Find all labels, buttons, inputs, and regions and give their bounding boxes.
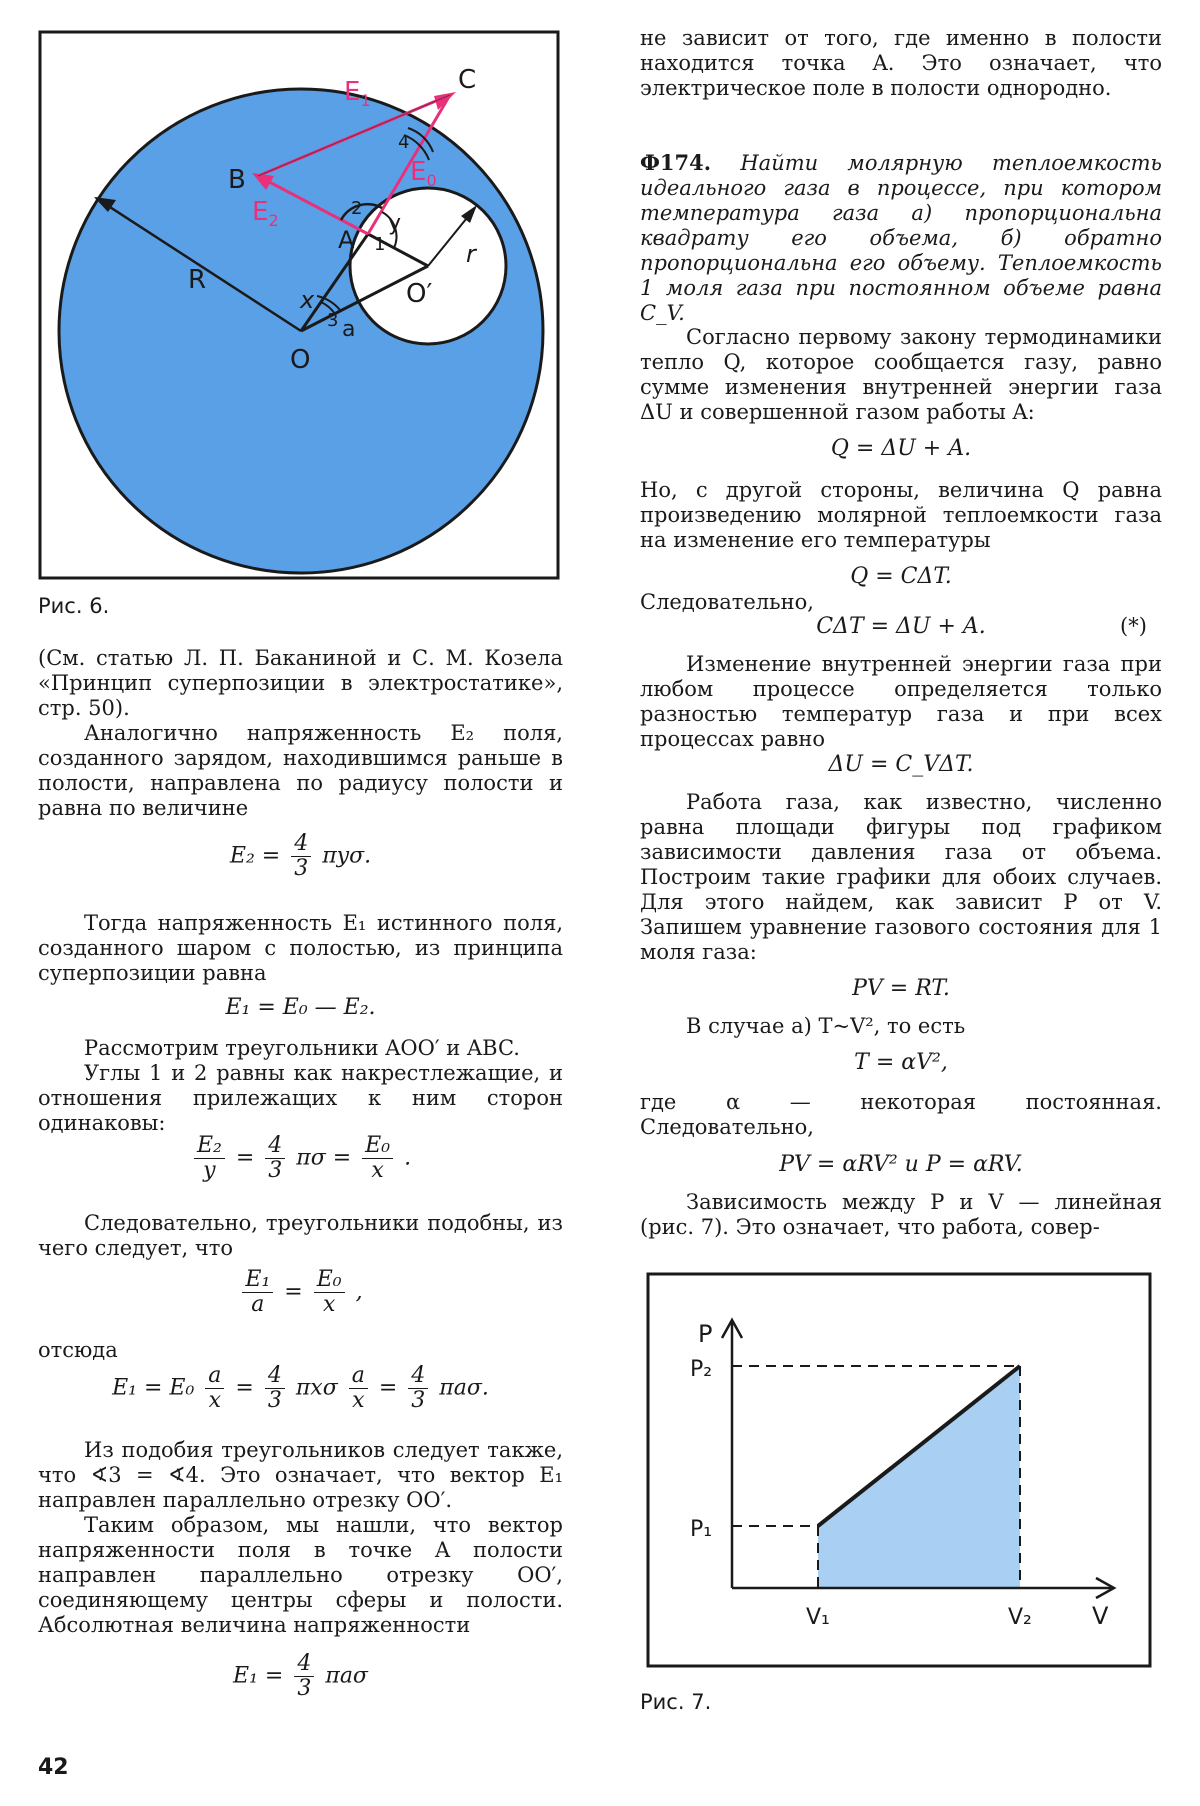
label-angle-2: 2 [351, 198, 363, 219]
left-p3: Тогда напряженность E₁ истинного поля, созданного шаром с полостью, из принципа суперпозиции равна [38, 911, 563, 985]
eq4-n2: E₀ [314, 1268, 345, 1293]
axis-label-P: P [698, 1320, 713, 1348]
eq3-d2: 3 [268, 1158, 283, 1183]
eq1-den: 3 [294, 856, 309, 881]
left-eq1 [38, 832, 563, 881]
right-p9: Зависимость между P и V — линейная (рис. 7). Это означает, что работа, совер- [640, 1190, 1162, 1239]
label-r: r [466, 240, 476, 268]
left-p6: Следовательно, треугольники подобны, из чего следует, что [38, 1211, 563, 1260]
right-p2: Согласно первому закону термодинамики тепло Q, которое сообщается газу, равно сумме изменения внутренней энергии газа ΔU и совершенной газом работы A: [640, 325, 1162, 424]
label-angle-4: 4 [398, 132, 410, 153]
right-p6: Работа газа, как известно, численно равна площади фигуры под графиком зависимости давления газа от объема. Построим такие графики для обоих случаев. Для этого найдем, как зависит P от V. Запишем уравнение газового состояния для 1 моля газа: [640, 790, 1162, 964]
label-angle-3: 3 [327, 310, 339, 331]
fig7-caption: Рис. 7. [640, 1690, 712, 1714]
eq3-d1: y [203, 1158, 216, 1183]
right-p3: Но, с другой стороны, величина Q равна произведению молярной теплоемкости газа на изменение его температуры [640, 478, 1162, 552]
eq4-frac1 [242, 1268, 273, 1317]
label-E1: $E_1$ [344, 77, 371, 110]
label-B: B [228, 165, 246, 195]
label-R: R [188, 265, 207, 295]
eq1-num: 4 [291, 832, 311, 857]
right-eq4: ΔU = C_VΔT. [828, 752, 974, 777]
eq5-n2: 4 [265, 1364, 285, 1389]
left-p8: Из подобия треугольников следует также, что ∢3 = ∢4. Это означает, что вектор E₁ направлен параллельно отрезку OO′. [38, 1438, 563, 1512]
label-y: y [388, 211, 402, 236]
eq4-n1: E₁ [242, 1268, 273, 1293]
problem-174 [640, 150, 1162, 326]
eq6-den: 3 [297, 1676, 312, 1701]
fig6-caption: Рис. 6. [38, 594, 110, 618]
eq5-a: E₁ = E₀ [112, 1375, 195, 1401]
eq5-d2: 3 [267, 1388, 282, 1413]
right-p8: где α — некоторая постоянная. Следовательно, [640, 1090, 1162, 1139]
eq5-d3: x [352, 1388, 365, 1413]
eq1-lhs: E₂ = [229, 843, 281, 869]
eq5-d: = [378, 1375, 398, 1401]
right-eq3-tag: (*) [1120, 614, 1147, 638]
problem-number: Ф174. [640, 150, 712, 175]
eq5-frac1 [205, 1364, 224, 1413]
eq3-n1: E₂ [194, 1134, 225, 1159]
eq5-frac4 [408, 1364, 428, 1413]
eq3-n3: E₀ [362, 1134, 393, 1159]
right-p1: не зависит от того, где именно в полости находится точка A. Это означает, что электрическое поле в полости однородно. [640, 26, 1162, 100]
label-E0: $E_0$ [410, 157, 437, 190]
eq5-n3: a [349, 1364, 368, 1389]
right-eq1: Q = ΔU + A. [830, 436, 972, 461]
left-p5: Углы 1 и 2 равны как накрестлежащие, и отношения прилежащих к ним сторон одинаковы: [38, 1061, 563, 1135]
label-x: x [300, 286, 315, 314]
eq5-n1: a [205, 1364, 224, 1389]
figure-7 [646, 1272, 1154, 1670]
eq3-d3: x [371, 1158, 384, 1183]
label-C: C [458, 65, 477, 95]
eq3-frac2 [265, 1134, 285, 1183]
right-eq3: CΔT = ΔU + A. [816, 614, 986, 639]
left-p1: (См. статью Л. П. Баканиной и С. М. Козела «Принцип суперпозиции в электростатике», стр. 50). [38, 646, 563, 720]
eq6-num: 4 [294, 1652, 314, 1677]
eq4-d1: a [251, 1292, 265, 1317]
label-A: A [338, 226, 355, 254]
left-p2: Аналогично напряженность E₂ поля, созданного зарядом, находившимся раньше в полости, направлена по радиусу полости и равна по величине [38, 721, 563, 820]
eq4-frac2 [314, 1268, 345, 1317]
tick-label-V2: V₂ [1008, 1605, 1032, 1630]
left-eq6 [38, 1652, 563, 1701]
left-eq2: E₁ = E₀ — E₂. [225, 995, 376, 1020]
eq5-frac3 [349, 1364, 368, 1413]
tick-label-P1: P₁ [690, 1517, 713, 1542]
page-number: 42 [38, 1755, 69, 1780]
right-eq5: PV = RT. [852, 976, 950, 1001]
right-p5: Изменение внутренней энергии газа при любом процессе определяется только разностью температур газа и при всех процессах равно [640, 652, 1162, 751]
label-O-prime: O′ [406, 279, 433, 309]
right-p4: Следовательно, [640, 590, 814, 614]
left-p4: Рассмотрим треугольники AOO′ и ABC. [84, 1036, 520, 1060]
eq5-e: πaσ. [439, 1375, 489, 1401]
eq3-eq: = [235, 1145, 255, 1171]
left-eq3 [38, 1134, 563, 1183]
eq4-d2: x [322, 1292, 336, 1317]
left-eq4 [38, 1268, 563, 1317]
eq3-mid: πσ = [296, 1145, 352, 1171]
problem-text: Найти молярную теплоемкость идеального газа в процессе, при котором температура газа а) пропорциональна квадрату его объема, б) обратно пропорциональна его объему. Теплоемкость 1 моля газа при постоянном объеме равна C_V. [640, 151, 1162, 325]
tick-label-V1: V₁ [806, 1605, 830, 1630]
eq6-frac [294, 1652, 314, 1701]
eq5-d1: x [208, 1388, 222, 1413]
eq6-lhs: E₁ = [233, 1663, 284, 1689]
eq5-d4: 3 [411, 1388, 426, 1413]
label-E2: $E_2$ [252, 197, 279, 230]
right-p7: В случае а) T~V², то есть [686, 1014, 966, 1038]
left-p9: Таким образом, мы нашли, что вектор напряженности поля в точке A полости направлен параллельно отрезку OO′, соединяющему центры сферы и полости. Абсолютная величина напряженности [38, 1513, 563, 1637]
eq3-n2: 4 [265, 1134, 285, 1159]
eq5-frac2 [265, 1364, 285, 1413]
label-angle-1: 1 [374, 234, 386, 255]
eq3-frac1 [194, 1134, 225, 1183]
eq1-rhs: πyσ. [322, 843, 372, 869]
figure-6 [38, 30, 562, 582]
label-O: O [290, 345, 311, 375]
eq4-eq: = [284, 1279, 303, 1305]
right-eq6: T = αV², [854, 1050, 948, 1075]
eq3-end: . [404, 1145, 412, 1171]
axis-label-V: V [1092, 1602, 1109, 1630]
left-p7: отсюда [38, 1338, 118, 1362]
eq6-rhs: πaσ [325, 1663, 368, 1689]
label-a: a [342, 317, 356, 342]
eq5-c: πxσ [295, 1375, 338, 1401]
eq5-b: = [235, 1375, 254, 1401]
eq3-frac3 [362, 1134, 393, 1183]
eq4-end: , [355, 1279, 363, 1305]
tick-label-P2: P₂ [690, 1357, 713, 1382]
right-eq7: PV = αRV² и P = αRV. [779, 1152, 1023, 1177]
left-eq5 [38, 1364, 563, 1413]
eq5-n4: 4 [408, 1364, 428, 1389]
right-eq2: Q = CΔT. [850, 564, 952, 589]
eq1-frac [291, 832, 311, 881]
